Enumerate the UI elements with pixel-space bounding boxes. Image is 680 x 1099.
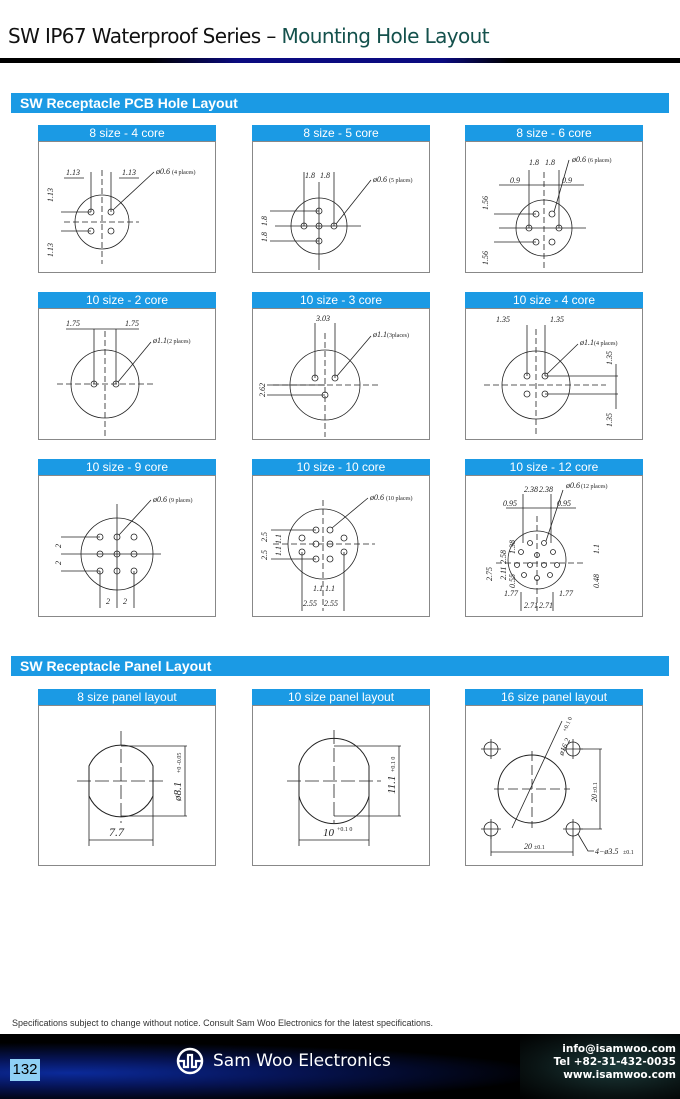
dim-label: 2.11 <box>499 566 508 580</box>
drawing-10-12 <box>466 476 644 618</box>
hole-note: ø1.1 <box>153 336 167 345</box>
drawing-10-9 <box>39 476 217 618</box>
tol-label: ±0.1 <box>593 782 599 793</box>
drawing-10-10 <box>253 476 431 618</box>
hole-note-places: (4 places) <box>594 341 618 347</box>
website[interactable]: www.isamwoo.com <box>563 1069 676 1081</box>
dim-label: 2.75 <box>485 567 494 581</box>
pcb-section-header: SW Receptacle PCB Hole Layout <box>11 93 669 113</box>
dim-label: 1.13 <box>46 243 55 257</box>
dim-label: 2.55 <box>303 599 317 608</box>
card-title: 10 size panel layout <box>252 689 430 705</box>
dim-label: 2 <box>54 544 63 548</box>
page-title <box>8 24 489 48</box>
dim-label: 1.8 <box>545 158 555 167</box>
dim-label: 1.75 <box>66 319 80 328</box>
tol-label: +0.1 0 <box>337 827 353 833</box>
brand-name: Sam Woo Electronics <box>213 1051 391 1071</box>
hole-note: ø1.1 <box>373 330 387 339</box>
dim-label: 1.13 <box>66 168 80 177</box>
dim-label: 1.1 <box>325 584 335 593</box>
card-title: 8 size panel layout <box>38 689 216 705</box>
dim-label: 1.1 <box>592 544 601 554</box>
dim-label: 0.9 <box>562 176 572 185</box>
card-title: 10 size - 4 core <box>465 292 643 308</box>
dim-label: 2 <box>54 561 63 565</box>
pcb-card-10-2 <box>38 292 216 440</box>
drawing-panel-8 <box>39 706 217 867</box>
card-title: 10 size - 9 core <box>38 459 216 475</box>
drawing-10-4 <box>466 309 644 441</box>
tol-label: +0.1 0 <box>391 756 397 772</box>
dim-label: 0.48 <box>592 574 601 588</box>
card-title: 10 size - 2 core <box>38 292 216 308</box>
dim-label: 2.71 <box>524 601 538 610</box>
tol-label: ±0.1 <box>534 845 545 851</box>
dim-label: 1.35 <box>605 413 614 427</box>
header-rule <box>0 58 680 63</box>
card-title: 16 size panel layout <box>465 689 643 705</box>
panel-section-header: SW Receptacle Panel Layout <box>11 656 669 676</box>
dim-label: 1.38 <box>508 540 517 554</box>
hole-note-places: (10 places) <box>386 496 413 502</box>
pcb-card-8-5 <box>252 125 430 273</box>
pcb-card-10-3 <box>252 292 430 440</box>
pcb-card-8-6 <box>465 125 643 273</box>
dim-label: 0.9 <box>510 176 520 185</box>
dim-label: 1.8 <box>305 171 315 180</box>
drawing-10-3 <box>253 309 431 441</box>
title-main: SW IP67 Waterproof Series <box>8 24 261 48</box>
dim-label: 2.38 <box>539 485 553 494</box>
card-title: 8 size - 6 core <box>465 125 643 141</box>
dim-label: 4−ø3.5 <box>595 847 619 856</box>
hole-note-places: (3places) <box>387 333 409 339</box>
dim-label: 1.8 <box>529 158 539 167</box>
panel-card-10 <box>252 689 430 866</box>
dim-label: ø8.1 <box>172 781 184 801</box>
dim-label: 1.35 <box>496 315 510 324</box>
email[interactable]: info@isamwoo.com <box>562 1043 676 1055</box>
hole-note-places: (5 places) <box>389 178 413 184</box>
hole-note-places: (2 places) <box>167 339 191 345</box>
drawing-panel-16 <box>466 706 644 867</box>
hole-note: ø0.6 <box>153 495 167 504</box>
drawing-10-2 <box>39 309 217 441</box>
dim-label: 10 <box>323 827 334 839</box>
dim-label: 1.77 <box>504 589 518 598</box>
dim-label: 1.8 <box>260 232 269 242</box>
panel-card-8 <box>38 689 216 866</box>
dim-label: 20 <box>524 842 532 851</box>
hole-note-places: (4 places) <box>172 170 196 176</box>
hole-note-places: (9 places) <box>169 498 193 504</box>
pcb-card-10-10 <box>252 459 430 617</box>
title-dash: – <box>260 24 282 48</box>
dim-label: 0.55 <box>508 574 517 588</box>
dim-label: 2.71 <box>539 601 553 610</box>
card-title: 8 size - 5 core <box>252 125 430 141</box>
pcb-card-10-9 <box>38 459 216 617</box>
hole-note: ø0.6 <box>566 481 580 490</box>
hole-note: ø0.6 <box>373 175 387 184</box>
hole-note: ø1.1 <box>580 338 594 347</box>
contact-info <box>554 1043 676 1082</box>
page-number: 132 <box>10 1059 40 1081</box>
dim-label: 1.35 <box>550 315 564 324</box>
dim-label: 2.5 <box>260 550 269 560</box>
dim-label: 1.1 <box>274 534 283 544</box>
dim-label: 1.8 <box>260 216 269 226</box>
brand <box>175 1046 391 1076</box>
dim-label: 2.5 <box>260 532 269 542</box>
dim-label: 1.8 <box>320 171 330 180</box>
panel-card-16 <box>465 689 643 866</box>
dim-label: 20 <box>590 794 599 802</box>
dim-label: 1.35 <box>605 351 614 365</box>
hole-note: ø0.6 <box>370 493 384 502</box>
dim-label: ø16.2 <box>556 736 573 757</box>
samwoo-logo-icon <box>175 1046 205 1076</box>
drawing-8-6 <box>466 142 644 274</box>
dim-label: 2 <box>106 597 110 606</box>
dim-label: 3.03 <box>316 314 330 323</box>
hole-note-places: (12 places) <box>581 484 608 490</box>
dim-label: 1.1 <box>313 584 323 593</box>
hole-note-places: (6 places) <box>588 158 612 164</box>
dim-label: 0.95 <box>557 499 571 508</box>
dim-label: 2.38 <box>524 485 538 494</box>
dim-label: 1.75 <box>125 319 139 328</box>
dim-label: 2.62 <box>258 383 267 397</box>
tol-label: ±0.1 <box>623 850 634 856</box>
card-title: 10 size - 10 core <box>252 459 430 475</box>
pcb-card-8-4 <box>38 125 216 273</box>
hole-note: ø0.6 <box>572 155 586 164</box>
dim-label: 1.56 <box>481 196 490 210</box>
hole-note: ø0.6 <box>156 167 170 176</box>
pcb-card-10-4 <box>465 292 643 440</box>
dim-label: 0.95 <box>503 499 517 508</box>
dim-label: 2.58 <box>499 550 508 564</box>
telephone: Tel +82-31-432-0035 <box>553 1056 676 1068</box>
card-title: 10 size - 12 core <box>465 459 643 475</box>
dim-label: 11.1 <box>386 775 398 794</box>
pcb-card-10-12 <box>465 459 643 617</box>
dim-label: 1.77 <box>559 589 573 598</box>
title-sub: Mounting Hole Layout <box>281 24 489 48</box>
disclaimer: Specifications subject to change without notice. Consult Sam Woo Electronics for the latest specifications. <box>12 1018 434 1028</box>
dim-label: 7.7 <box>109 825 124 839</box>
tol-label: +0.1 0 <box>562 716 575 733</box>
drawing-panel-10 <box>253 706 431 867</box>
dim-label: 1.13 <box>46 188 55 202</box>
dim-label: 1.56 <box>481 251 490 265</box>
drawing-8-4 <box>39 142 217 274</box>
card-title: 10 size - 3 core <box>252 292 430 308</box>
dim-label: 1.1 <box>274 546 283 556</box>
drawing-8-5 <box>253 142 431 274</box>
dim-label: 2.55 <box>324 599 338 608</box>
dim-label: 2 <box>123 597 127 606</box>
dim-label: 1.13 <box>122 168 136 177</box>
card-title: 8 size - 4 core <box>38 125 216 141</box>
tol-label: +0 -0.05 <box>177 752 183 773</box>
